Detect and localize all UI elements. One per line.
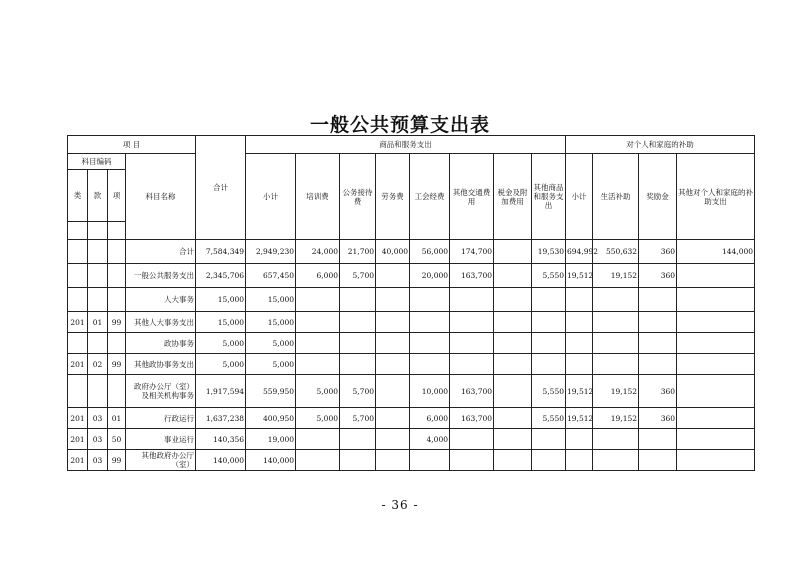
- cell-living: [593, 288, 639, 312]
- cell-reward: 360: [639, 375, 677, 408]
- header-subject-name: 科目名称: [126, 154, 196, 240]
- cell-sb-sub: [566, 288, 593, 312]
- cell-total: 2,345,706: [196, 264, 246, 288]
- cell-total: 5,000: [196, 333, 246, 354]
- cell-reward: [639, 333, 677, 354]
- cell-xiang: 99: [108, 354, 126, 375]
- cell-recep: [340, 312, 376, 333]
- cell-kuan: [88, 264, 108, 288]
- cell-union: [410, 333, 450, 354]
- cell-total: 1,917,594: [196, 375, 246, 408]
- cell-total: 15,000: [196, 288, 246, 312]
- cell-xiang: 50: [108, 429, 126, 450]
- cell-xiang: [108, 288, 126, 312]
- cell-total: 140,356: [196, 429, 246, 450]
- cell-living: [593, 312, 639, 333]
- cell-recep: 5,700: [340, 408, 376, 429]
- page-title: 一般公共预算支出表: [309, 114, 490, 136]
- cell-lei: [68, 375, 88, 408]
- cell-labor: [376, 312, 410, 333]
- cell-reward: 360: [639, 240, 677, 264]
- cell-recep: [340, 288, 376, 312]
- cell-living: [593, 333, 639, 354]
- cell-xiang: 99: [108, 312, 126, 333]
- table-row: [68, 312, 755, 333]
- cell-tax: [494, 312, 532, 333]
- cell-train: [296, 288, 340, 312]
- cell-sb-sub: [566, 333, 593, 354]
- cell-name: 人大事务: [126, 288, 196, 312]
- cell-lei: 201: [68, 429, 88, 450]
- cell-other-gs: [532, 429, 566, 450]
- cell-living: 19,152: [593, 408, 639, 429]
- cell-xiang: [108, 375, 126, 408]
- cell-train: 5,000: [296, 408, 340, 429]
- cell-other-gs: 5,550: [532, 375, 566, 408]
- cell-gs-sub: 5,000: [246, 354, 296, 375]
- cell-train: [296, 333, 340, 354]
- header-project: 项 目: [68, 136, 196, 154]
- cell-union: 4,000: [410, 429, 450, 450]
- cell-labor: [376, 450, 410, 471]
- cell-name: 行政运行: [126, 408, 196, 429]
- cell-labor: [376, 408, 410, 429]
- cell-tax: [494, 408, 532, 429]
- cell-name: 其他人大事务支出: [126, 312, 196, 333]
- cell-labor: [376, 333, 410, 354]
- cell-total: 140,000: [196, 450, 246, 471]
- cell-sb-sub: 694,992: [566, 240, 593, 264]
- cell-total: 7,584,349: [196, 240, 246, 264]
- cell-total: 5,000: [196, 354, 246, 375]
- cell-living: 19,152: [593, 264, 639, 288]
- cell-transport: [450, 333, 494, 354]
- cell-gs-sub: 657,450: [246, 264, 296, 288]
- cell-labor: [376, 264, 410, 288]
- cell-tax: [494, 354, 532, 375]
- cell-lei: 201: [68, 354, 88, 375]
- cell-other-sb: [677, 408, 755, 429]
- cell-other-sb: [677, 375, 755, 408]
- cell-tax: [494, 264, 532, 288]
- cell-labor: [376, 288, 410, 312]
- cell-labor: [376, 429, 410, 450]
- cell-other-sb: [677, 288, 755, 312]
- header-col-reception: 公务接待费: [340, 154, 376, 240]
- cell-other-sb: [677, 354, 755, 375]
- table-row: [68, 450, 755, 471]
- cell-kuan: [88, 288, 108, 312]
- cell-union: [410, 354, 450, 375]
- cell-tax: [494, 450, 532, 471]
- budget-table: [67, 135, 755, 471]
- cell-sb-sub: [566, 450, 593, 471]
- cell-other-sb: [677, 429, 755, 450]
- cell-xiang: [108, 333, 126, 354]
- cell-other-gs: [532, 333, 566, 354]
- cell-reward: [639, 312, 677, 333]
- cell-gs-sub: 559,950: [246, 375, 296, 408]
- cell-lei: 201: [68, 312, 88, 333]
- cell-recep: [340, 354, 376, 375]
- header-kuan: 款: [88, 170, 108, 222]
- table-row: [68, 240, 755, 264]
- cell-other-gs: 5,550: [532, 264, 566, 288]
- cell-kuan: 03: [88, 429, 108, 450]
- cell-recep: [340, 333, 376, 354]
- cell-xiang: 99: [108, 450, 126, 471]
- cell-recep: [340, 450, 376, 471]
- table-row: [68, 375, 755, 408]
- cell-transport: 174,700: [450, 240, 494, 264]
- header-col-reward: 奖励金: [639, 154, 677, 240]
- cell-train: [296, 354, 340, 375]
- cell-other-sb: [677, 312, 755, 333]
- cell-sb-sub: 19,512: [566, 375, 593, 408]
- cell-sb-sub: 19,512: [566, 408, 593, 429]
- cell-train: 6,000: [296, 264, 340, 288]
- cell-reward: [639, 288, 677, 312]
- cell-transport: 163,700: [450, 408, 494, 429]
- header-col-sb-subtotal: 小计: [566, 154, 593, 240]
- cell-name: 一般公共服务支出: [126, 264, 196, 288]
- cell-transport: [450, 354, 494, 375]
- cell-gs-sub: 140,000: [246, 450, 296, 471]
- cell-name: 其他政府办公厅（室）: [126, 450, 196, 471]
- header-subsidy: 对个人和家庭的补助: [566, 136, 755, 154]
- cell-kuan: 02: [88, 354, 108, 375]
- cell-gs-sub: 15,000: [246, 312, 296, 333]
- cell-tax: [494, 333, 532, 354]
- cell-other-gs: [532, 450, 566, 471]
- cell-train: [296, 312, 340, 333]
- cell-gs-sub: 15,000: [246, 288, 296, 312]
- cell-other-gs: [532, 288, 566, 312]
- header-col-living: 生活补助: [593, 154, 639, 240]
- cell-name: 政协事务: [126, 333, 196, 354]
- cell-union: 20,000: [410, 264, 450, 288]
- cell-sb-sub: [566, 312, 593, 333]
- cell-train: [296, 450, 340, 471]
- header-total: 合计: [196, 136, 246, 240]
- cell-union: 6,000: [410, 408, 450, 429]
- cell-tax: [494, 240, 532, 264]
- cell-name: 事业运行: [126, 429, 196, 450]
- cell-gs-sub: 400,950: [246, 408, 296, 429]
- cell-labor: [376, 354, 410, 375]
- cell-labor: 40,000: [376, 240, 410, 264]
- cell-labor: [376, 375, 410, 408]
- table-row: [68, 408, 755, 429]
- cell-living: [593, 354, 639, 375]
- cell-living: 19,152: [593, 375, 639, 408]
- header-lei: 类: [68, 170, 88, 222]
- cell-recep: 5,700: [340, 264, 376, 288]
- cell-transport: 163,700: [450, 375, 494, 408]
- cell-gs-sub: 2,949,230: [246, 240, 296, 264]
- cell-living: 550,632: [593, 240, 639, 264]
- cell-gs-sub: 19,000: [246, 429, 296, 450]
- cell-transport: [450, 288, 494, 312]
- cell-name: 政府办公厅（室）及相关机构事务: [126, 375, 196, 408]
- cell-tax: [494, 288, 532, 312]
- header-col-labor: 劳务费: [376, 154, 410, 240]
- cell-other-gs: [532, 354, 566, 375]
- cell-kuan: 01: [88, 312, 108, 333]
- header-goods-services: 商品和服务支出: [246, 136, 566, 154]
- cell-gs-sub: 5,000: [246, 333, 296, 354]
- cell-xiang: 01: [108, 408, 126, 429]
- cell-transport: 163,700: [450, 264, 494, 288]
- cell-recep: [340, 429, 376, 450]
- cell-union: [410, 450, 450, 471]
- cell-reward: [639, 429, 677, 450]
- cell-name: 其他政协事务支出: [126, 354, 196, 375]
- cell-kuan: [88, 333, 108, 354]
- cell-other-gs: [532, 312, 566, 333]
- cell-total: 15,000: [196, 312, 246, 333]
- cell-other-sb: [677, 450, 755, 471]
- cell-union: 56,000: [410, 240, 450, 264]
- header-xiang: 项: [108, 170, 126, 222]
- cell-kuan: 03: [88, 408, 108, 429]
- cell-living: [593, 429, 639, 450]
- cell-transport: [450, 312, 494, 333]
- header-col-tax: 税金及附加费用: [494, 154, 532, 240]
- cell-total: 1,637,238: [196, 408, 246, 429]
- table-row: [68, 333, 755, 354]
- cell-union: [410, 312, 450, 333]
- cell-sb-sub: 19,512: [566, 264, 593, 288]
- cell-other-sb: 144,000: [677, 240, 755, 264]
- cell-other-sb: [677, 264, 755, 288]
- cell-tax: [494, 375, 532, 408]
- cell-name: 合计: [126, 240, 196, 264]
- cell-train: 5,000: [296, 375, 340, 408]
- cell-kuan: [88, 375, 108, 408]
- cell-other-sb: [677, 333, 755, 354]
- cell-tax: [494, 429, 532, 450]
- cell-reward: 360: [639, 264, 677, 288]
- cell-train: 24,000: [296, 240, 340, 264]
- cell-transport: [450, 450, 494, 471]
- cell-transport: [450, 429, 494, 450]
- cell-other-gs: 5,550: [532, 408, 566, 429]
- cell-xiang: [108, 264, 126, 288]
- header-col-union: 工会经费: [410, 154, 450, 240]
- header-col-other-goods: 其他商品和服务支出: [532, 154, 566, 240]
- cell-lei: 201: [68, 408, 88, 429]
- cell-recep: 21,700: [340, 240, 376, 264]
- header-col-transport: 其他交通费用: [450, 154, 494, 240]
- table-row: [68, 264, 755, 288]
- cell-lei: [68, 288, 88, 312]
- header-col-other-subsidy: 其他对个人和家庭的补助支出: [677, 154, 755, 240]
- cell-xiang: [108, 240, 126, 264]
- table-row: [68, 354, 755, 375]
- cell-living: [593, 450, 639, 471]
- header-subject-code: 科目编码: [68, 154, 126, 170]
- header-col-training: 培训费: [296, 154, 340, 240]
- cell-lei: [68, 240, 88, 264]
- cell-recep: 5,700: [340, 375, 376, 408]
- cell-sb-sub: [566, 354, 593, 375]
- cell-union: [410, 288, 450, 312]
- cell-kuan: 03: [88, 450, 108, 471]
- cell-reward: 360: [639, 408, 677, 429]
- cell-train: [296, 429, 340, 450]
- header-col-gs-subtotal: 小计: [246, 154, 296, 240]
- page-number: - 36 -: [381, 498, 419, 512]
- table-row: [68, 288, 755, 312]
- cell-reward: [639, 354, 677, 375]
- cell-union: 10,000: [410, 375, 450, 408]
- cell-sb-sub: [566, 429, 593, 450]
- cell-reward: [639, 450, 677, 471]
- cell-lei: [68, 264, 88, 288]
- cell-kuan: [88, 240, 108, 264]
- cell-other-gs: 19,530: [532, 240, 566, 264]
- cell-lei: [68, 333, 88, 354]
- table-row: [68, 429, 755, 450]
- cell-lei: 201: [68, 450, 88, 471]
